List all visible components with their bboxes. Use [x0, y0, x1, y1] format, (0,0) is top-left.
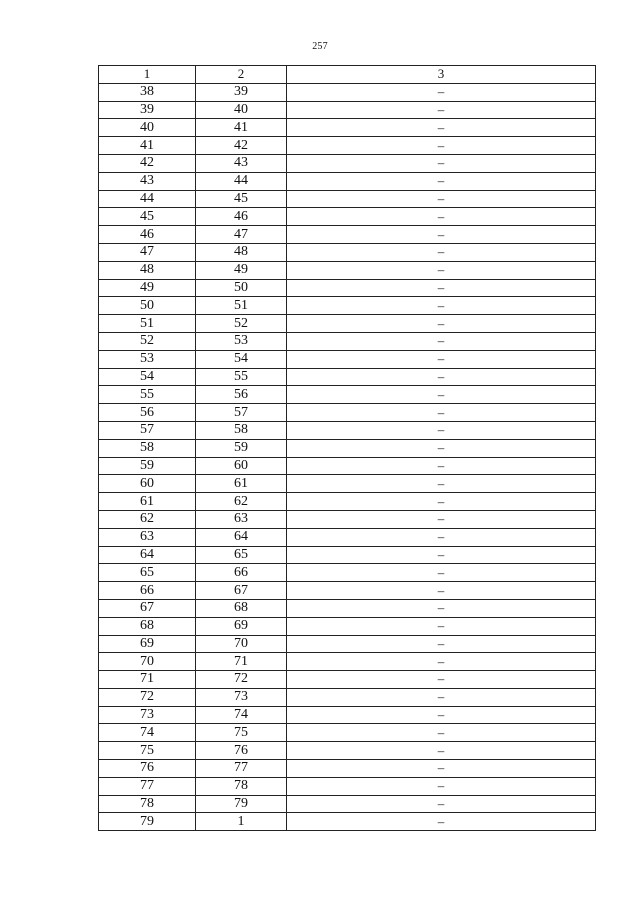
table-cell-col-3: – — [287, 582, 596, 600]
table-row — [99, 777, 596, 795]
table-cell-col-2: 53 — [196, 332, 287, 350]
table-cell-col-3: – — [287, 671, 596, 689]
table-cell-col-3: – — [287, 724, 596, 742]
table-cell-col-3: – — [287, 315, 596, 333]
table-cell-col-3: – — [287, 457, 596, 475]
table-row — [99, 510, 596, 528]
table-cell-col-3: – — [287, 510, 596, 528]
table-cell-col-2: 57 — [196, 404, 287, 422]
page-number: 257 — [312, 41, 328, 52]
table-cell-col-3: – — [287, 172, 596, 190]
table-cell-col-2: 55 — [196, 368, 287, 386]
table-cell-col-3: – — [287, 653, 596, 671]
table-row — [99, 688, 596, 706]
table-cell-col-3: – — [287, 564, 596, 582]
table-cell-col-2: 79 — [196, 795, 287, 813]
table-row — [99, 671, 596, 689]
table-row — [99, 190, 596, 208]
table-cell-col-3: – — [287, 368, 596, 386]
table-cell-col-1: 66 — [99, 582, 196, 600]
table-cell-col-1: 61 — [99, 493, 196, 511]
table-cell-col-2: 45 — [196, 190, 287, 208]
table-row — [99, 439, 596, 457]
table-cell-col-3: – — [287, 813, 596, 831]
table-cell-col-1: 78 — [99, 795, 196, 813]
table-cell-col-1: 55 — [99, 386, 196, 404]
table-cell-col-2: 56 — [196, 386, 287, 404]
table-cell-col-3: – — [287, 493, 596, 511]
table-cell-col-2: 42 — [196, 137, 287, 155]
column-header-1: 1 — [99, 66, 196, 84]
table-row — [99, 813, 596, 831]
table-cell-col-3: – — [287, 635, 596, 653]
table-cell-col-1: 39 — [99, 101, 196, 119]
table-cell-col-2: 62 — [196, 493, 287, 511]
table-row — [99, 350, 596, 368]
table-cell-col-3: – — [287, 546, 596, 564]
table-cell-col-2: 61 — [196, 475, 287, 493]
table-row — [99, 724, 596, 742]
table-cell-col-3: – — [287, 777, 596, 795]
table-cell-col-1: 48 — [99, 261, 196, 279]
table-cell-col-1: 63 — [99, 528, 196, 546]
table-cell-col-2: 75 — [196, 724, 287, 742]
table-cell-col-1: 44 — [99, 190, 196, 208]
table-cell-col-1: 43 — [99, 172, 196, 190]
table-cell-col-1: 60 — [99, 475, 196, 493]
table-cell-col-3: – — [287, 617, 596, 635]
table-cell-col-3: – — [287, 226, 596, 244]
table-cell-col-2: 74 — [196, 706, 287, 724]
table-row — [99, 332, 596, 350]
table-cell-col-1: 77 — [99, 777, 196, 795]
table-row — [99, 137, 596, 155]
column-header-3: 3 — [287, 66, 596, 84]
table-cell-col-1: 64 — [99, 546, 196, 564]
table-row — [99, 119, 596, 137]
table-cell-col-1: 79 — [99, 813, 196, 831]
table-row — [99, 368, 596, 386]
table-row — [99, 279, 596, 297]
table-cell-col-2: 58 — [196, 421, 287, 439]
table-cell-col-3: – — [287, 243, 596, 261]
table-cell-col-3: – — [287, 475, 596, 493]
table-cell-col-1: 59 — [99, 457, 196, 475]
table-cell-col-2: 66 — [196, 564, 287, 582]
table-row — [99, 243, 596, 261]
table-cell-col-1: 45 — [99, 208, 196, 226]
table-cell-col-2: 43 — [196, 154, 287, 172]
table-row — [99, 582, 596, 600]
table-cell-col-3: – — [287, 208, 596, 226]
table-row — [99, 297, 596, 315]
table-cell-col-1: 49 — [99, 279, 196, 297]
table-cell-col-1: 69 — [99, 635, 196, 653]
table-cell-col-3: – — [287, 350, 596, 368]
table-row — [99, 653, 596, 671]
table-cell-col-2: 63 — [196, 510, 287, 528]
table-cell-col-3: – — [287, 119, 596, 137]
table-cell-col-2: 51 — [196, 297, 287, 315]
table-cell-col-3: – — [287, 83, 596, 101]
table-cell-col-2: 69 — [196, 617, 287, 635]
table-cell-col-1: 40 — [99, 119, 196, 137]
table-cell-col-2: 48 — [196, 243, 287, 261]
table-cell-col-1: 53 — [99, 350, 196, 368]
table-header-row — [99, 66, 596, 84]
table-cell-col-1: 68 — [99, 617, 196, 635]
table-row — [99, 795, 596, 813]
table-cell-col-3: – — [287, 386, 596, 404]
table-cell-col-1: 51 — [99, 315, 196, 333]
table-cell-col-3: – — [287, 742, 596, 760]
table-cell-col-2: 49 — [196, 261, 287, 279]
table-cell-col-3: – — [287, 279, 596, 297]
table-cell-col-1: 58 — [99, 439, 196, 457]
data-table — [98, 65, 596, 831]
table-cell-col-1: 54 — [99, 368, 196, 386]
table-cell-col-2: 39 — [196, 83, 287, 101]
table-cell-col-2: 65 — [196, 546, 287, 564]
table-row — [99, 83, 596, 101]
table-cell-col-3: – — [287, 439, 596, 457]
table-cell-col-3: – — [287, 190, 596, 208]
table-row — [99, 564, 596, 582]
table-cell-col-2: 64 — [196, 528, 287, 546]
table-cell-col-1: 56 — [99, 404, 196, 422]
table-cell-col-2: 40 — [196, 101, 287, 119]
table-cell-col-1: 62 — [99, 510, 196, 528]
table-row — [99, 421, 596, 439]
table-row — [99, 315, 596, 333]
table-cell-col-2: 44 — [196, 172, 287, 190]
table-cell-col-3: – — [287, 297, 596, 315]
table-cell-col-1: 38 — [99, 83, 196, 101]
table-cell-col-3: – — [287, 154, 596, 172]
table-cell-col-1: 57 — [99, 421, 196, 439]
table-cell-col-3: – — [287, 706, 596, 724]
table-row — [99, 457, 596, 475]
table-cell-col-1: 72 — [99, 688, 196, 706]
table-cell-col-1: 65 — [99, 564, 196, 582]
table-cell-col-2: 52 — [196, 315, 287, 333]
table-row — [99, 617, 596, 635]
table-row — [99, 635, 596, 653]
table-cell-col-2: 60 — [196, 457, 287, 475]
table-cell-col-3: – — [287, 688, 596, 706]
table-row — [99, 154, 596, 172]
table-cell-col-2: 77 — [196, 760, 287, 778]
table-cell-col-3: – — [287, 137, 596, 155]
table-cell-col-3: – — [287, 101, 596, 119]
table-cell-col-2: 54 — [196, 350, 287, 368]
table-cell-col-2: 78 — [196, 777, 287, 795]
table-row — [99, 404, 596, 422]
table-row — [99, 386, 596, 404]
table-cell-col-3: – — [287, 261, 596, 279]
table-cell-col-3: – — [287, 421, 596, 439]
table-cell-col-2: 47 — [196, 226, 287, 244]
table-cell-col-2: 46 — [196, 208, 287, 226]
table-cell-col-2: 59 — [196, 439, 287, 457]
table-cell-col-2: 50 — [196, 279, 287, 297]
table-body — [99, 83, 596, 830]
table-cell-col-3: – — [287, 795, 596, 813]
table-row — [99, 706, 596, 724]
table-row — [99, 101, 596, 119]
table-cell-col-2: 76 — [196, 742, 287, 760]
table-cell-col-2: 1 — [196, 813, 287, 831]
table-cell-col-1: 73 — [99, 706, 196, 724]
table-cell-col-2: 71 — [196, 653, 287, 671]
table-row — [99, 528, 596, 546]
table-row — [99, 261, 596, 279]
table-cell-col-3: – — [287, 332, 596, 350]
table-cell-col-1: 74 — [99, 724, 196, 742]
column-header-2: 2 — [196, 66, 287, 84]
table-cell-col-2: 41 — [196, 119, 287, 137]
table-row — [99, 208, 596, 226]
table-cell-col-1: 67 — [99, 599, 196, 617]
table-cell-col-3: – — [287, 760, 596, 778]
table-row — [99, 493, 596, 511]
table-cell-col-1: 47 — [99, 243, 196, 261]
table-row — [99, 475, 596, 493]
table-cell-col-1: 70 — [99, 653, 196, 671]
table-cell-col-1: 42 — [99, 154, 196, 172]
table-cell-col-3: – — [287, 528, 596, 546]
table-row — [99, 760, 596, 778]
table-cell-col-1: 41 — [99, 137, 196, 155]
table-cell-col-1: 46 — [99, 226, 196, 244]
table-cell-col-2: 72 — [196, 671, 287, 689]
table-cell-col-3: – — [287, 599, 596, 617]
table-cell-col-1: 50 — [99, 297, 196, 315]
table-row — [99, 226, 596, 244]
table-cell-col-2: 70 — [196, 635, 287, 653]
table-cell-col-2: 67 — [196, 582, 287, 600]
table-row — [99, 546, 596, 564]
table-cell-col-2: 73 — [196, 688, 287, 706]
table-cell-col-2: 68 — [196, 599, 287, 617]
table-cell-col-1: 52 — [99, 332, 196, 350]
table-cell-col-1: 71 — [99, 671, 196, 689]
table-cell-col-3: – — [287, 404, 596, 422]
table-row — [99, 599, 596, 617]
table-cell-col-1: 75 — [99, 742, 196, 760]
table-cell-col-1: 76 — [99, 760, 196, 778]
table-row — [99, 742, 596, 760]
table-row — [99, 172, 596, 190]
